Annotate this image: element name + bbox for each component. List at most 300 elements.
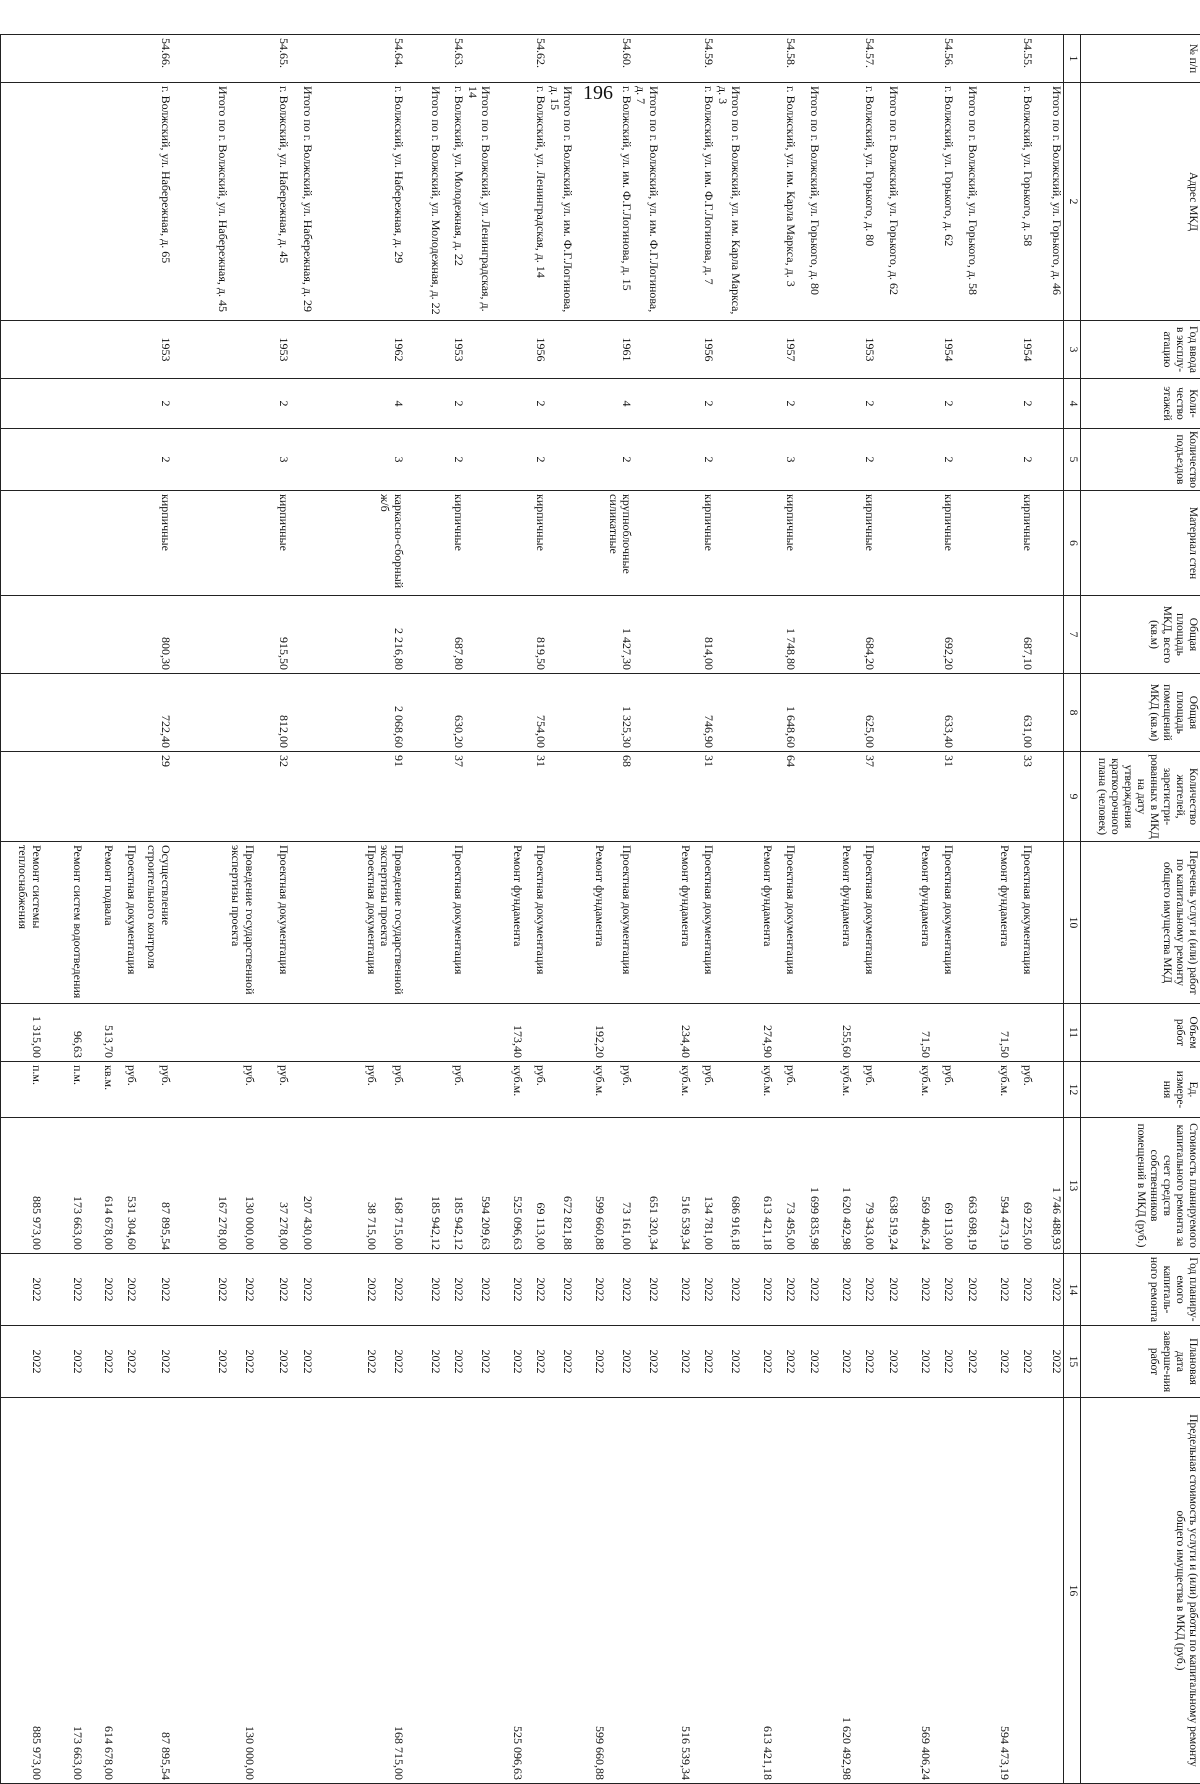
header-cell: Год ввода в эксплу-атацию [1081, 321, 1200, 379]
cell-c1 [901, 35, 933, 83]
cell-c10: Проектная документация [256, 842, 290, 1004]
table-row [547, 35, 574, 1784]
cell-c9 [574, 752, 606, 842]
cell-c9 [715, 752, 742, 842]
cell-c15: 2022 [877, 1326, 901, 1398]
cell-c9 [822, 752, 854, 842]
cell-c1: 54.63. [442, 35, 465, 83]
cell-c15: 2022 [743, 1326, 775, 1398]
cell-c11 [138, 1004, 172, 1062]
cell-c15: 2022 [633, 1326, 660, 1398]
cell-c4 [1035, 379, 1064, 429]
cell-c12: куб.м. [492, 1062, 524, 1118]
cell-c5 [1, 429, 43, 491]
cell-c7 [229, 596, 256, 674]
cell-c12: руб. [775, 1062, 798, 1118]
cell-c15: 2022 [492, 1326, 524, 1398]
table-row [574, 35, 606, 1784]
cell-c10 [1035, 842, 1064, 1004]
cell-c3 [574, 321, 606, 379]
cell-c11 [956, 1004, 980, 1062]
cell-c7 [492, 596, 524, 674]
cell-c5 [715, 429, 742, 491]
cell-c5: 3 [775, 429, 798, 491]
cell-c14: 2022 [798, 1254, 822, 1326]
cell-c15: 2022 [172, 1326, 229, 1398]
cell-c16 [956, 1398, 980, 1784]
cell-c14: 2022 [138, 1254, 172, 1326]
cell-c3: 1954 [933, 321, 956, 379]
cell-c13: 516 539,34 [660, 1118, 692, 1254]
cell-c2 [492, 83, 524, 321]
cell-c12: руб. [692, 1062, 715, 1118]
cell-c15: 2022 [956, 1326, 980, 1398]
cell-c4 [290, 379, 314, 429]
cell-c7 [1, 596, 43, 674]
cell-c2: г. Волжский, ул. Горького, д. 80 [854, 83, 877, 321]
cell-c15: 2022 [798, 1326, 822, 1398]
cell-c7: 687,80 [442, 596, 465, 674]
cell-c9 [43, 752, 84, 842]
cell-c13: 1 620 492,98 [822, 1118, 854, 1254]
cell-c4 [743, 379, 775, 429]
table-row [442, 35, 465, 1784]
cell-c3 [492, 321, 524, 379]
cell-c12 [290, 1062, 314, 1118]
cell-c10: Проектная документация [524, 842, 547, 1004]
cell-c2: Итого по г. Волжский, ул. Ленинградская, д. 14 [465, 83, 492, 321]
cell-c8: 631,00 [1012, 674, 1035, 752]
cell-c4 [172, 379, 229, 429]
cell-c12 [633, 1062, 660, 1118]
cell-c6 [405, 491, 442, 596]
table-row [956, 35, 980, 1784]
cell-c6: кирпичные [933, 491, 956, 596]
cell-c8 [660, 674, 692, 752]
cell-c1 [980, 35, 1012, 83]
table-row [492, 35, 524, 1784]
cell-c2: г. Волжский, ул. Ленинградская, д. 14 [524, 83, 547, 321]
cell-c16 [172, 1398, 229, 1784]
cell-c15: 2022 [933, 1326, 956, 1398]
cell-c15: 2022 [822, 1326, 854, 1398]
cell-c12: куб.м. [901, 1062, 933, 1118]
table-row [1035, 35, 1064, 1784]
cell-c16 [465, 1398, 492, 1784]
cell-c16: 130 000,00 [229, 1398, 256, 1784]
cell-c11 [115, 1004, 138, 1062]
cell-c14: 2022 [775, 1254, 798, 1326]
cell-c4 [1, 379, 43, 429]
cell-c9: 37 [854, 752, 877, 842]
cell-c15: 2022 [715, 1326, 742, 1398]
cell-c2: Итого по г. Волжский, ул. им. Карла Маркса, д. 3 [715, 83, 742, 321]
cell-c11 [692, 1004, 715, 1062]
cell-c15: 2022 [290, 1326, 314, 1398]
cell-c8 [405, 674, 442, 752]
cell-c10: Проведение государственной экспертизы проекта [378, 842, 405, 1004]
table-row [877, 35, 901, 1784]
cell-c8 [43, 674, 84, 752]
cell-c9 [547, 752, 574, 842]
cell-c11 [465, 1004, 492, 1062]
cell-c13: 134 781,00 [692, 1118, 715, 1254]
cell-c6 [1035, 491, 1064, 596]
cell-c13: 651 320,34 [633, 1118, 660, 1254]
cell-c11: 96,63 [43, 1004, 84, 1062]
cell-c16 [692, 1398, 715, 1784]
cell-c10: Ремонт систем водоотведения [43, 842, 84, 1004]
cell-c5 [743, 429, 775, 491]
cell-c16 [405, 1398, 442, 1784]
cell-c6 [660, 491, 692, 596]
cell-c10: Ремонт фундамента [980, 842, 1012, 1004]
cell-c2 [314, 83, 378, 321]
cell-c9 [798, 752, 822, 842]
cell-c15: 2022 [775, 1326, 798, 1398]
cell-c15: 2022 [574, 1326, 606, 1398]
cell-c13: 531 304,60 [115, 1118, 138, 1254]
cell-c4 [43, 379, 84, 429]
cell-c3: 1961 [606, 321, 633, 379]
cell-c5 [229, 429, 256, 491]
cell-c11 [877, 1004, 901, 1062]
cell-c3: 1953 [442, 321, 465, 379]
cell-c4 [798, 379, 822, 429]
table-row [822, 35, 854, 1784]
cell-c14: 2022 [574, 1254, 606, 1326]
cell-c16 [290, 1398, 314, 1784]
cell-c11: 255,60 [822, 1004, 854, 1062]
cell-c12 [465, 1062, 492, 1118]
cell-c13: 73 161,00 [606, 1118, 633, 1254]
cell-c12: куб.м. [743, 1062, 775, 1118]
cell-c12: куб.м. [822, 1062, 854, 1118]
cell-c15: 2022 [606, 1326, 633, 1398]
table-row [633, 35, 660, 1784]
cell-c9: 31 [933, 752, 956, 842]
header-cell: Ед. измере-ния [1081, 1062, 1200, 1118]
cell-c1: 54.59. [692, 35, 715, 83]
cell-c10 [715, 842, 742, 1004]
cell-c16: 594 473,19 [980, 1398, 1012, 1784]
cell-c3 [901, 321, 933, 379]
cell-c4 [822, 379, 854, 429]
cell-c4 [314, 379, 378, 429]
header-cell: Количество подъездов [1081, 429, 1200, 491]
cell-c14: 2022 [980, 1254, 1012, 1326]
cell-c14: 2022 [465, 1254, 492, 1326]
column-number: 14 [1064, 1254, 1081, 1326]
cell-c10: Ремонт подвала [84, 842, 115, 1004]
cell-c2 [660, 83, 692, 321]
table-row [606, 35, 633, 1784]
table-row [405, 35, 442, 1784]
cell-c10: Проектная документация [854, 842, 877, 1004]
cell-c13: 638 519,24 [877, 1118, 901, 1254]
cell-c8 [290, 674, 314, 752]
cell-c4 [547, 379, 574, 429]
cell-c9 [115, 752, 138, 842]
cell-c2 [43, 83, 84, 321]
cell-c9 [229, 752, 256, 842]
cell-c1 [660, 35, 692, 83]
cell-c9 [492, 752, 524, 842]
cell-c2: г. Волжский, ул. им. Карла Маркса, д. 3 [775, 83, 798, 321]
cell-c5: 3 [256, 429, 290, 491]
cell-c16 [877, 1398, 901, 1784]
cell-c8 [798, 674, 822, 752]
cell-c13: 207 430,00 [290, 1118, 314, 1254]
cell-c11 [524, 1004, 547, 1062]
cell-c11 [229, 1004, 256, 1062]
cell-c7 [877, 596, 901, 674]
cell-c6 [877, 491, 901, 596]
cell-c9 [405, 752, 442, 842]
cell-c16 [798, 1398, 822, 1784]
cell-c14: 2022 [822, 1254, 854, 1326]
header-cell: Общая площадь МКД, всего (кв.м) [1081, 596, 1200, 674]
cell-c9 [84, 752, 115, 842]
cell-c13: 663 698,19 [956, 1118, 980, 1254]
column-number: 13 [1064, 1118, 1081, 1254]
cell-c16 [547, 1398, 574, 1784]
cell-c1: 54.66. [138, 35, 172, 83]
cell-c14: 2022 [290, 1254, 314, 1326]
column-number: 4 [1064, 379, 1081, 429]
cell-c9: 32 [256, 752, 290, 842]
cell-c2: г. Волжский, ул. Горького, д. 62 [933, 83, 956, 321]
cell-c4: 2 [524, 379, 547, 429]
header-cell: Адрес МКД [1081, 83, 1200, 321]
table-row [743, 35, 775, 1784]
cell-c9 [1, 752, 43, 842]
cell-c12: руб. [256, 1062, 290, 1118]
cell-c9: 37 [442, 752, 465, 842]
cell-c4: 2 [775, 379, 798, 429]
cell-c3 [743, 321, 775, 379]
cell-c3 [115, 321, 138, 379]
cell-c8 [956, 674, 980, 752]
cell-c8: 754,00 [524, 674, 547, 752]
cell-c15: 2022 [980, 1326, 1012, 1398]
table-row [115, 35, 138, 1784]
cell-c12: руб. [854, 1062, 877, 1118]
cell-c9 [314, 752, 378, 842]
cell-c6 [229, 491, 256, 596]
cell-c3 [980, 321, 1012, 379]
cell-c7 [980, 596, 1012, 674]
cell-c12: руб. [524, 1062, 547, 1118]
cell-c13: 613 421,18 [743, 1118, 775, 1254]
cell-c13: 885 973,00 [1, 1118, 43, 1254]
header-cell: Материал стен [1081, 491, 1200, 596]
cell-c2 [229, 83, 256, 321]
cell-c1: 54.65. [256, 35, 290, 83]
cell-c2: г. Волжский, ул. Горького, д. 58 [1012, 83, 1035, 321]
cell-c16: 885 973,00 [1, 1398, 43, 1784]
cell-c6 [956, 491, 980, 596]
cell-c7 [115, 596, 138, 674]
cell-c9: 64 [775, 752, 798, 842]
cell-c7 [43, 596, 84, 674]
column-number: 3 [1064, 321, 1081, 379]
cell-c14: 2022 [1012, 1254, 1035, 1326]
cell-c11: 71,50 [980, 1004, 1012, 1062]
cell-c13: 73 495,00 [775, 1118, 798, 1254]
cell-c6 [715, 491, 742, 596]
cell-c13: 599 660,88 [574, 1118, 606, 1254]
cell-c2 [980, 83, 1012, 321]
cell-c7 [574, 596, 606, 674]
column-number-row [1064, 35, 1081, 1784]
cell-c16: 613 421,18 [743, 1398, 775, 1784]
table-row [229, 35, 256, 1784]
cell-c11 [933, 1004, 956, 1062]
cell-c1 [172, 35, 229, 83]
cell-c5: 2 [1012, 429, 1035, 491]
cell-c14: 2022 [660, 1254, 692, 1326]
cell-c4 [574, 379, 606, 429]
header-cell: Коли-чество этажей [1081, 379, 1200, 429]
cell-c3 [172, 321, 229, 379]
cell-c6: кирпичные [442, 491, 465, 596]
cell-c10 [633, 842, 660, 1004]
table-row [138, 35, 172, 1784]
cell-c4: 2 [933, 379, 956, 429]
cell-c13: 594 209,63 [465, 1118, 492, 1254]
cell-c6: кирпичные [854, 491, 877, 596]
cell-c3 [314, 321, 378, 379]
cell-c1 [115, 35, 138, 83]
cell-c8 [822, 674, 854, 752]
cell-c6 [115, 491, 138, 596]
cell-c16 [854, 1398, 877, 1784]
cell-c8 [314, 674, 378, 752]
cell-c14: 2022 [172, 1254, 229, 1326]
cell-c10: Проведение государственной экспертизы проекта [229, 842, 256, 1004]
cell-c13: 185 942,12 [442, 1118, 465, 1254]
cell-c1: 54.56. [933, 35, 956, 83]
column-number: 16 [1064, 1398, 1081, 1784]
cell-c3: 1962 [378, 321, 405, 379]
cell-c6 [492, 491, 524, 596]
cell-c10: Проектная документация [1012, 842, 1035, 1004]
cell-c1 [465, 35, 492, 83]
column-number: 6 [1064, 491, 1081, 596]
cell-c2: г. Волжский, ул. Набережная, д. 45 [256, 83, 290, 321]
cell-c7 [633, 596, 660, 674]
cell-c16: 87 895,54 [138, 1398, 172, 1784]
cell-c8: 722,40 [138, 674, 172, 752]
cell-c2: Итого по г. Волжский, ул. им. Ф.Г.Логинова, д. 15 [547, 83, 574, 321]
cell-c13: 173 663,00 [43, 1118, 84, 1254]
cell-c16 [314, 1398, 378, 1784]
cell-c1 [314, 35, 378, 83]
table-row [692, 35, 715, 1784]
cell-c5 [115, 429, 138, 491]
cell-c6 [822, 491, 854, 596]
cell-c1 [229, 35, 256, 83]
table-row [378, 35, 405, 1784]
cell-c15: 2022 [547, 1326, 574, 1398]
cell-c12: руб. [314, 1062, 378, 1118]
cell-c2 [822, 83, 854, 321]
cell-c2 [574, 83, 606, 321]
cell-c3: 1957 [775, 321, 798, 379]
cell-c9: 31 [692, 752, 715, 842]
table-body [1, 35, 1064, 1784]
cell-c11 [1012, 1004, 1035, 1062]
cell-c4 [715, 379, 742, 429]
table-row [933, 35, 956, 1784]
cell-c9: 29 [138, 752, 172, 842]
cell-c1 [822, 35, 854, 83]
cell-c11 [290, 1004, 314, 1062]
column-number: 7 [1064, 596, 1081, 674]
cell-c9 [877, 752, 901, 842]
cell-c3 [465, 321, 492, 379]
cell-c8: 2 068,60 [378, 674, 405, 752]
cell-c10: Ремонт фундамента [660, 842, 692, 1004]
header-cell: Объем работ [1081, 1004, 1200, 1062]
cell-c2: Итого по г. Волжский, ул. Горького, д. 62 [877, 83, 901, 321]
cell-c11 [405, 1004, 442, 1062]
cell-c10 [798, 842, 822, 1004]
cell-c6 [633, 491, 660, 596]
cell-c6 [43, 491, 84, 596]
cell-c5: 2 [606, 429, 633, 491]
header-cell: Количество жителей, зарегистри-рованных в МКД на дату утверждения краткосрочного плана (человек) [1081, 752, 1200, 842]
cell-c14: 2022 [229, 1254, 256, 1326]
cell-c6: кирпичные [138, 491, 172, 596]
cell-c12 [715, 1062, 742, 1118]
cell-c14: 2022 [115, 1254, 138, 1326]
table-row [980, 35, 1012, 1784]
cell-c16: 614 678,00 [84, 1398, 115, 1784]
cell-c3 [84, 321, 115, 379]
cell-c5: 2 [524, 429, 547, 491]
table-row [798, 35, 822, 1784]
cell-c1 [956, 35, 980, 83]
table-row [660, 35, 692, 1784]
cell-c14: 2022 [442, 1254, 465, 1326]
cell-c7: 814,00 [692, 596, 715, 674]
cell-c3 [290, 321, 314, 379]
cell-c12 [956, 1062, 980, 1118]
cell-c12 [877, 1062, 901, 1118]
cell-c5: 3 [378, 429, 405, 491]
cell-c9 [465, 752, 492, 842]
cell-c14: 2022 [1035, 1254, 1064, 1326]
cell-c2 [84, 83, 115, 321]
cell-c12 [172, 1062, 229, 1118]
cell-c13: 594 473,19 [980, 1118, 1012, 1254]
cell-c8 [980, 674, 1012, 752]
cell-c6: кирпичные [1012, 491, 1035, 596]
cell-c3 [405, 321, 442, 379]
cell-c1 [715, 35, 742, 83]
cell-c13: 1 746 488,93 [1035, 1118, 1064, 1254]
column-number: 15 [1064, 1326, 1081, 1398]
cell-c8: 746,90 [692, 674, 715, 752]
cell-c9: 31 [524, 752, 547, 842]
cell-c16 [775, 1398, 798, 1784]
cell-c4 [956, 379, 980, 429]
cell-c7 [956, 596, 980, 674]
cell-c3 [547, 321, 574, 379]
cell-c9: 91 [378, 752, 405, 842]
